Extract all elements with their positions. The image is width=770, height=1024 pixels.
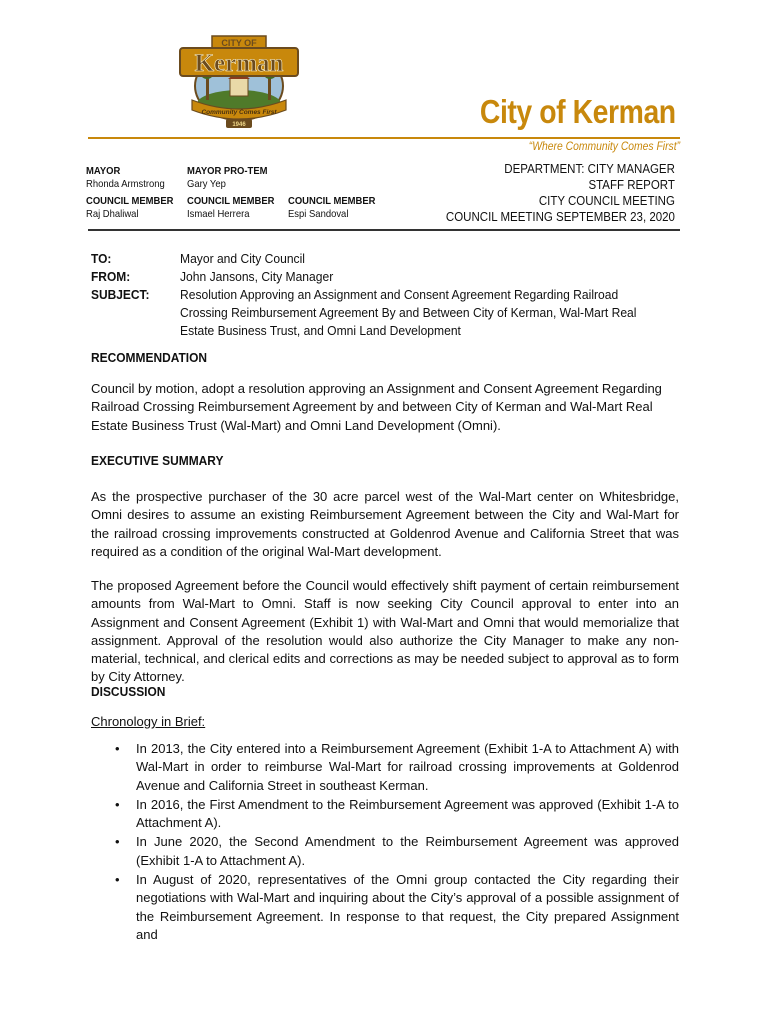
- list-item: • In 2016, the First Amendment to the Reimbursement Agreement was approved (Exhibit 1-A to Attachment A).: [115, 796, 679, 831]
- recommendation-heading: RECOMMENDATION: [91, 350, 208, 365]
- logo-top-text: CITY OF: [221, 38, 257, 48]
- executive-summary-para-1: As the prospective purchaser of the 30 acre parcel west of the Wal-Mart center on Whitesbridge, Omni desires to assume an existing Reimbursement Agreement between the City and Wal-Mart for the railroad crossing improvements constructed at Goldenrod Avenue and California Street that was required as a condition of the original Wal-Mart development.: [91, 489, 679, 559]
- member3-role: COUNCIL MEMBER: [288, 195, 376, 207]
- department-block: [446, 161, 675, 225]
- mayor-name: Rhonda Armstrong: [86, 178, 165, 190]
- bullet-icon: •: [115, 741, 120, 756]
- to-label: TO:: [91, 251, 112, 266]
- subject-value: Resolution Approving an Assignment and Consent Agreement Regarding Railroad Crossing Reimbursement Agreement By and Between City of Kerman, Wal-Mart Real Estate Business Trust, and Omni Land Development: [180, 287, 637, 338]
- dept-line-1: DEPARTMENT: CITY MANAGER: [504, 162, 675, 176]
- bullet-icon: •: [115, 796, 120, 812]
- member1-name: Raj Dhaliwal: [86, 208, 139, 220]
- discussion-heading: DISCUSSION: [91, 684, 166, 699]
- dept-line-4: COUNCIL MEETING SEPTEMBER 23, 2020: [445, 210, 675, 224]
- member2-name: Ismael Herrera: [187, 208, 250, 220]
- bullet-icon: •: [115, 834, 120, 850]
- city-of-kerman-logo: [178, 34, 300, 130]
- logo-year-text: 1946: [232, 122, 246, 128]
- executive-summary-para-2: The proposed Agreement before the Council would effectively shift payment of certain reimbursement amounts from Wal-Mart to Omni. Staff is now seeking City Council approval to enter into an Assignment and Consent Agreement (Exhibit 1) with Wal-Mart and Omni that would memorialize that assignment. Approval of the resolution would also authorize the City Manager to make any non-material, technical, and clerical edits and corrections as may be needed subject to approval as to form by City Attorney.: [91, 578, 679, 685]
- list-item: • In August of 2020, representatives of the Omni group contacted the City regarding their negotiations with Wal-Mart and inquiring about the City’s approval of a possible assignment of the Reimbursement Agreement. In response to that request, the City prepared Assignment and: [115, 872, 679, 942]
- dept-line-2: STAFF REPORT: [588, 178, 675, 192]
- header-divider: [88, 229, 680, 231]
- bullet-icon: •: [115, 872, 120, 888]
- member2-role: COUNCIL MEMBER: [187, 195, 275, 207]
- executive-summary-heading: EXECUTIVE SUMMARY: [91, 453, 224, 468]
- header-rule: [88, 137, 680, 139]
- protem-role: MAYOR PRO-TEM: [187, 165, 268, 177]
- subject-label: SUBJECT:: [91, 287, 150, 302]
- logo-main-text: Kerman: [194, 50, 284, 77]
- protem-name: Gary Yep: [187, 178, 226, 190]
- list-item: • In 2013, the City entered into a Reimbursement Agreement (Exhibit 1-A to Attachment A) with Wal-Mart in order to reimburse Wal-Mart for railroad crossing improvements at Goldenrod Avenue and California Street in southeast Kerman.: [115, 741, 679, 793]
- logo-ribbon-text: Community Comes First: [201, 109, 277, 116]
- city-title: City of Kerman: [480, 93, 676, 130]
- to-value: Mayor and City Council: [180, 251, 305, 266]
- dept-line-3: CITY COUNCIL MEETING: [538, 194, 675, 208]
- chronology-list: [91, 740, 679, 945]
- member3-name: Espi Sandoval: [288, 208, 349, 220]
- list-item: • In June 2020, the Second Amendment to the Reimbursement Agreement was approved (Exhibit 1-A to Attachment A).: [115, 834, 679, 868]
- chronology-subheading: Chronology in Brief:: [91, 714, 206, 729]
- recommendation-text: Council by motion, adopt a resolution approving an Assignment and Consent Agreement Regarding Railroad Crossing Reimbursement Agreement by and between City of Kerman and Wal-Mart Real Estate Business Trust (Wal-Mart) and Omni Land Development (Omni).: [91, 381, 662, 433]
- from-value: John Jansons, City Manager: [180, 269, 334, 284]
- member1-role: COUNCIL MEMBER: [86, 195, 174, 207]
- mayor-role: MAYOR: [86, 165, 121, 177]
- from-label: FROM:: [91, 269, 131, 284]
- city-tagline: “Where Community Comes First”: [528, 141, 680, 153]
